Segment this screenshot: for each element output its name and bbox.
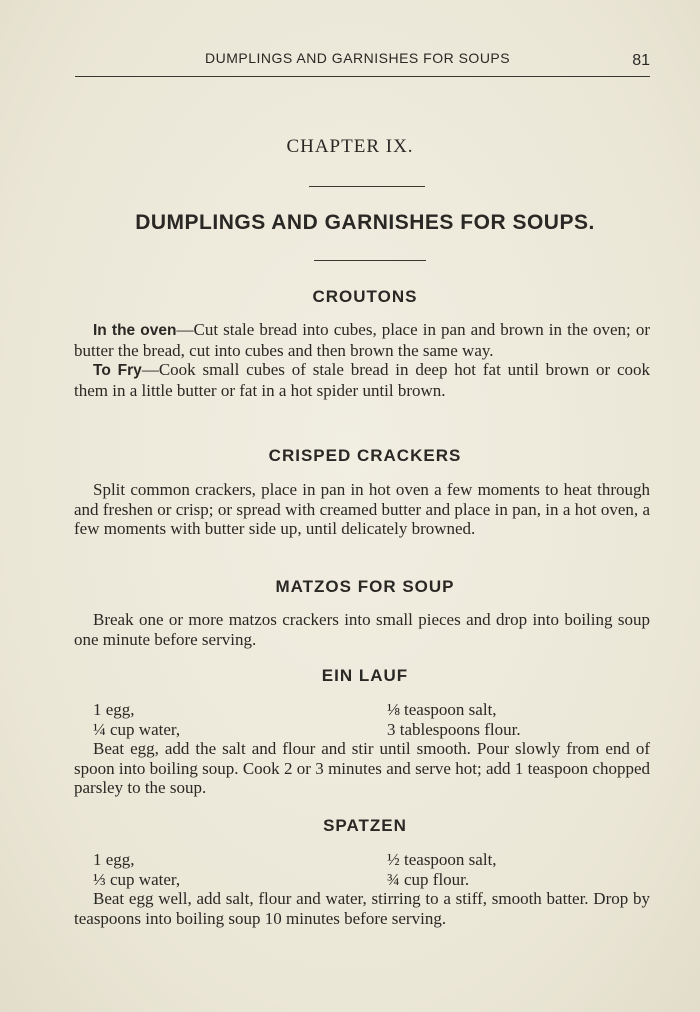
croutons-oven-lead: In the oven — [93, 322, 177, 339]
section-heading-crisped-crackers: CRISPED CRACKERS — [268, 446, 462, 465]
ingredient-item: 3 tablespoons flour. — [387, 719, 521, 739]
ingredient-item: 1 egg, — [93, 850, 135, 869]
croutons-paragraph-oven — [74, 320, 650, 360]
spatzen-ingredients — [93, 850, 653, 889]
running-head — [75, 50, 650, 76]
ingredient-row — [93, 870, 653, 890]
section-heading-ein-lauf: EIN LAUF — [321, 666, 409, 685]
running-title: DUMPLINGS AND GARNISHES FOR SOUPS — [205, 50, 511, 66]
header-rule — [75, 76, 650, 77]
ingredient-item: 1 egg, — [93, 700, 135, 719]
chapter-title: DUMPLINGS AND GARNISHES FOR SOUPS. — [135, 211, 595, 234]
ingredient-item: ½ teaspoon salt, — [387, 850, 497, 869]
ingredient-item: ¾ cup flour. — [387, 869, 470, 889]
matzos-paragraph: Break one or more matzos crackers into small pieces and drop into boiling soup one minute before serving. — [74, 610, 650, 649]
croutons-fry-lead: To Fry — [93, 362, 142, 379]
matzos-body — [74, 610, 650, 649]
ingredient-item: ¼ cup water, — [93, 719, 181, 739]
ingredient-item: ⅛ teaspoon salt, — [387, 700, 497, 719]
crisped-crackers-body — [74, 480, 650, 539]
ein-lauf-body — [74, 739, 650, 798]
croutons-fry-text: —Cook small cubes of stale bread in deep hot fat until brown or cook them in a little butter or fat in a hot spider until brown. — [74, 360, 650, 400]
section-heading-matzos: MATZOS FOR SOUP — [275, 577, 455, 596]
ingredient-row — [93, 700, 653, 720]
spatzen-body — [74, 889, 650, 928]
section-heading-spatzen: SPATZEN — [323, 816, 407, 835]
croutons-oven-text: —Cut stale bread into cubes, place in pan and brown in the oven; or butter the bread, cut into cubes and then brown the same way. — [74, 320, 650, 360]
ingredient-item: ⅓ cup water, — [93, 869, 181, 889]
ein-lauf-ingredients — [93, 700, 653, 739]
chapter-number: CHAPTER IX. — [286, 136, 414, 157]
crisped-crackers-paragraph: Split common crackers, place in pan in hot oven a few moments to heat through and freshen or crisp; or spread with creamed butter and place in pan, in a hot oven, a few moments with butter side up, until delicately browned. — [74, 480, 650, 538]
section-heading-croutons: CROUTONS — [312, 287, 418, 306]
croutons-body — [74, 320, 650, 400]
ingredient-row — [93, 720, 653, 740]
page-number: 81 — [632, 52, 650, 69]
divider-rule — [309, 186, 425, 187]
croutons-paragraph-fry — [74, 360, 650, 400]
divider-rule — [314, 260, 426, 261]
ingredient-row — [93, 850, 653, 870]
ein-lauf-paragraph: Beat egg, add the salt and flour and stir until smooth. Pour slowly from end of spoon into boiling soup. Cook 2 or 3 minutes and serve hot; add 1 teaspoon chopped parsley to the soup. — [74, 739, 650, 797]
spatzen-paragraph: Beat egg well, add salt, flour and water, stirring to a stiff, smooth batter. Drop by teaspoons into boiling soup 10 minutes before serving. — [74, 889, 650, 928]
